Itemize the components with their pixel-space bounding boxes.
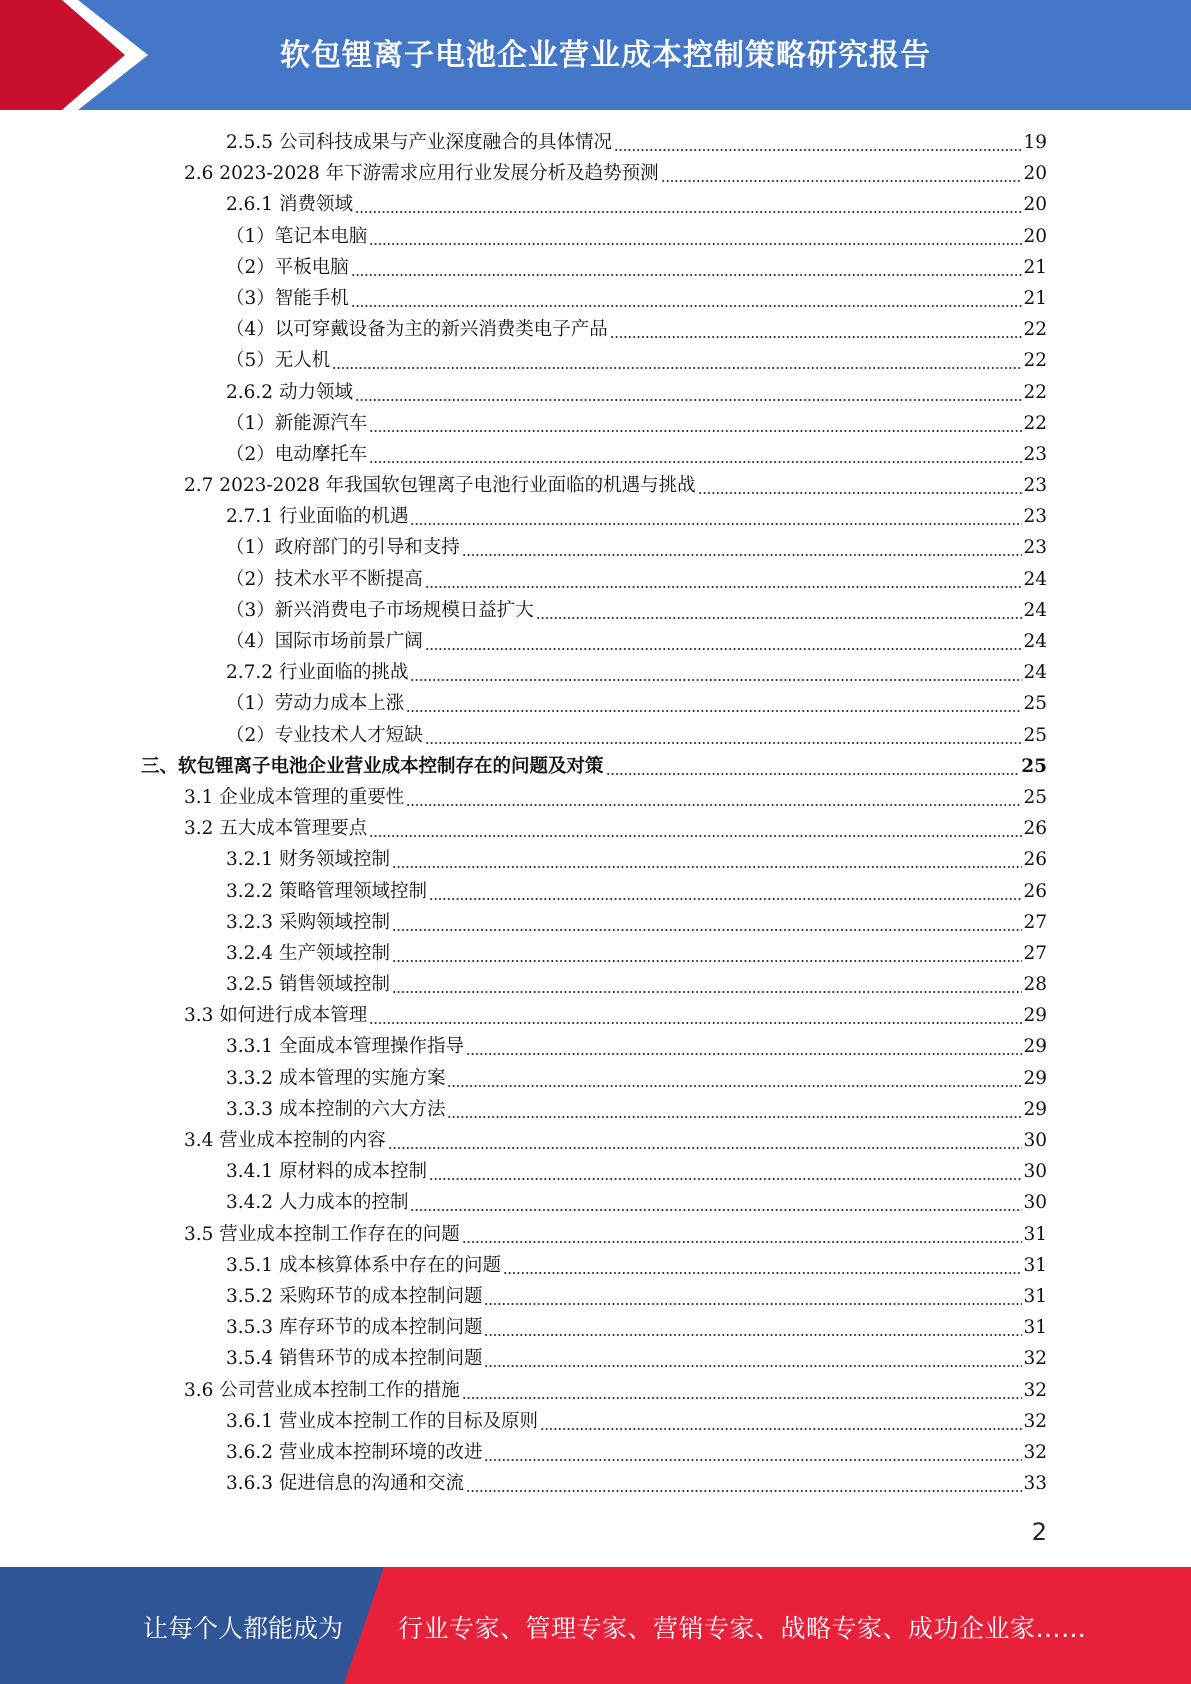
toc-entry-label: 3.3.1 全面成本管理操作指导 [226, 1031, 466, 1062]
toc-entry-page: 21 [1022, 283, 1047, 314]
toc-entry-page: 30 [1022, 1125, 1047, 1156]
toc-entry-label: 3.1 企业成本管理的重要性 [184, 782, 406, 813]
toc-entry-page: 31 [1022, 1312, 1047, 1343]
toc-leader-dots [410, 657, 1022, 688]
toc-entry-label: 3.3 如何进行成本管理 [184, 1000, 369, 1031]
toc-entry[interactable] [0, 688, 1191, 719]
toc-entry-label: 三、软包锂离子电池企业营业成本控制存在的问题及对策 [141, 751, 606, 782]
toc-entry-label: 3.2.2 策略管理领域控制 [226, 876, 429, 907]
toc-leader-dots [503, 1250, 1022, 1281]
toc-entry[interactable] [0, 1156, 1191, 1187]
toc-entry-label: 3.6.3 促进信息的沟通和交流 [226, 1468, 466, 1499]
toc-entry[interactable] [0, 221, 1191, 252]
toc-entry-page: 29 [1022, 1063, 1047, 1094]
toc-entry-label: （4）国际市场前景广阔 [226, 626, 425, 657]
toc-leader-dots [462, 1375, 1022, 1406]
toc-entry-page: 29 [1022, 1031, 1047, 1062]
toc-entry-label: 3.2.4 生产领域控制 [226, 938, 392, 969]
toc-leader-dots [410, 1187, 1022, 1218]
toc-leader-dots [369, 813, 1022, 844]
toc-entry-label: 2.6.1 消费领域 [226, 189, 355, 220]
toc-leader-dots [369, 1000, 1022, 1031]
toc-entry-label: 3.2.3 采购领域控制 [226, 907, 392, 938]
toc-leader-dots [462, 532, 1022, 563]
toc-entry-label: 3.4 营业成本控制的内容 [184, 1125, 388, 1156]
toc-entry-label: 2.7.2 行业面临的挑战 [226, 657, 410, 688]
toc-entry-label: 3.5.1 成本核算体系中存在的问题 [226, 1250, 503, 1281]
toc-leader-dots [425, 720, 1022, 751]
toc-leader-dots [614, 127, 1022, 158]
toc-entry-page: 23 [1022, 439, 1047, 470]
toc-entry-page: 20 [1022, 158, 1047, 189]
toc-entry[interactable] [0, 532, 1191, 563]
toc-leader-dots [536, 595, 1022, 626]
toc-leader-dots [429, 1156, 1022, 1187]
toc-leader-dots [606, 751, 1020, 782]
toc-entry-label: （4）以可穿戴设备为主的新兴消费类电子产品 [226, 314, 610, 345]
toc-entry[interactable] [0, 1406, 1191, 1437]
toc-leader-dots [369, 221, 1022, 252]
toc-entry-page: 27 [1022, 938, 1047, 969]
toc-entry-page: 25 [1020, 751, 1047, 782]
toc-entry-page: 27 [1022, 907, 1047, 938]
toc-entry-page: 20 [1022, 189, 1047, 220]
toc-entry[interactable] [0, 283, 1191, 314]
toc-entry-page: 22 [1022, 345, 1047, 376]
toc-entry[interactable] [0, 1125, 1191, 1156]
toc-entry[interactable] [0, 876, 1191, 907]
toc-entry-label: （1）笔记本电脑 [226, 221, 369, 252]
toc-entry-page: 30 [1022, 1156, 1047, 1187]
toc-entry-label: （2）专业技术人才短缺 [226, 720, 425, 751]
toc-entry[interactable] [0, 314, 1191, 345]
toc-leader-dots [661, 158, 1022, 189]
toc-entry-page: 23 [1022, 532, 1047, 563]
toc-leader-dots [429, 876, 1022, 907]
toc-entry-page: 33 [1022, 1468, 1047, 1499]
toc-entry[interactable] [0, 969, 1191, 1000]
toc-entry-label: 3.3.3 成本控制的六大方法 [226, 1094, 447, 1125]
toc-entry-label: （2）平板电脑 [226, 252, 351, 283]
toc-entry[interactable] [0, 907, 1191, 938]
toc-entry[interactable] [0, 1031, 1191, 1062]
toc-entry-label: （1）新能源汽车 [226, 408, 369, 439]
toc-entry-page: 29 [1022, 1094, 1047, 1125]
toc-entry[interactable] [0, 158, 1191, 189]
toc-entry[interactable] [0, 720, 1191, 751]
toc-leader-dots [484, 1312, 1022, 1343]
toc-entry[interactable] [0, 377, 1191, 408]
toc-leader-dots [406, 782, 1022, 813]
toc-leader-dots [484, 1281, 1022, 1312]
toc-entry-label: 3.6.2 营业成本控制环境的改进 [226, 1437, 484, 1468]
toc-entry[interactable] [0, 751, 1191, 782]
toc-entry-page: 25 [1022, 782, 1047, 813]
toc-entry-label: 3.4.1 原材料的成本控制 [226, 1156, 429, 1187]
toc-leader-dots [369, 439, 1022, 470]
toc-entry-page: 26 [1022, 876, 1047, 907]
toc-entry[interactable] [0, 127, 1191, 158]
toc-entry-label: 2.5.5 公司科技成果与产业深度融合的具体情况 [226, 127, 614, 158]
toc-entry-page: 26 [1022, 813, 1047, 844]
toc-entry[interactable] [0, 1000, 1191, 1031]
toc-entry-label: 3.2.5 销售领域控制 [226, 969, 392, 1000]
toc-entry-page: 24 [1022, 564, 1047, 595]
toc-entry-label: （1）劳动力成本上涨 [226, 688, 406, 719]
toc-entry-label: 2.7 2023-2028 年我国软包锂离子电池行业面临的机遇与挑战 [184, 470, 698, 501]
toc-entry-label: 2.6 2023-2028 年下游需求应用行业发展分析及趋势预测 [184, 158, 661, 189]
toc-leader-dots [447, 1094, 1022, 1125]
toc-leader-dots [392, 844, 1022, 875]
toc-leader-dots [447, 1063, 1022, 1094]
toc-leader-dots [484, 1343, 1022, 1374]
toc-entry-label: 3.5.4 销售环节的成本控制问题 [226, 1343, 484, 1374]
toc-entry[interactable] [0, 1187, 1191, 1218]
toc-leader-dots [351, 283, 1022, 314]
toc-entry-page: 19 [1022, 127, 1047, 158]
toc-entry-page: 29 [1022, 1000, 1047, 1031]
footer-slogan-left: 让每个人都能成为 [143, 1614, 344, 1643]
toc-entry-page: 32 [1022, 1375, 1047, 1406]
toc-entry-page: 22 [1022, 377, 1047, 408]
toc-entry[interactable] [0, 1094, 1191, 1125]
toc-entry[interactable] [0, 595, 1191, 626]
toc-entry[interactable] [0, 1343, 1191, 1374]
toc-entry-page: 30 [1022, 1187, 1047, 1218]
toc-leader-dots [466, 1468, 1022, 1499]
toc-entry-page: 20 [1022, 221, 1047, 252]
page-header [0, 0, 1191, 110]
toc-entry[interactable] [0, 1219, 1191, 1250]
toc-entry-page: 28 [1022, 969, 1047, 1000]
toc-entry[interactable] [0, 657, 1191, 688]
toc-entry-page: 31 [1022, 1250, 1047, 1281]
toc-leader-dots [392, 938, 1022, 969]
report-title: 软包锂离子电池企业营业成本控制策略研究报告 [280, 38, 931, 73]
toc-entry[interactable] [0, 1063, 1191, 1094]
toc-leader-dots [406, 688, 1022, 719]
toc-leader-dots [355, 189, 1022, 220]
toc-leader-dots [410, 501, 1022, 532]
toc-leader-dots [388, 1125, 1022, 1156]
toc-leader-dots [351, 252, 1022, 283]
toc-leader-dots [540, 1406, 1022, 1437]
page-number: 2 [1031, 1518, 1047, 1546]
toc-entry-label: （2）技术水平不断提高 [226, 564, 425, 595]
toc-leader-dots [610, 314, 1022, 345]
toc-entry-page: 21 [1022, 252, 1047, 283]
toc-entry-page: 25 [1022, 720, 1047, 751]
toc-leader-dots [332, 345, 1022, 376]
toc-entry[interactable] [0, 252, 1191, 283]
toc-entry-page: 24 [1022, 657, 1047, 688]
toc-entry-page: 23 [1022, 470, 1047, 501]
toc-entry[interactable] [0, 1468, 1191, 1499]
toc-entry-label: （5）无人机 [226, 345, 332, 376]
toc-entry-label: 3.5.3 库存环节的成本控制问题 [226, 1312, 484, 1343]
toc-leader-dots [392, 969, 1022, 1000]
toc-entry[interactable] [0, 938, 1191, 969]
toc-entry-label: 2.6.2 动力领域 [226, 377, 355, 408]
toc-leader-dots [425, 626, 1022, 657]
page-footer [0, 1567, 1191, 1684]
toc-entry-label: 3.2.1 财务领域控制 [226, 844, 392, 875]
toc-entry-label: （3）智能手机 [226, 283, 351, 314]
toc-entry[interactable] [0, 844, 1191, 875]
toc-entry-label: 3.4.2 人力成本的控制 [226, 1187, 410, 1218]
toc-entry-page: 25 [1022, 688, 1047, 719]
toc-entry[interactable] [0, 626, 1191, 657]
toc-entry[interactable] [0, 501, 1191, 532]
toc-entry-label: 3.5 营业成本控制工作存在的问题 [184, 1219, 462, 1250]
toc-entry-label: 3.5.2 采购环节的成本控制问题 [226, 1281, 484, 1312]
toc-entry[interactable] [0, 345, 1191, 376]
toc-leader-dots [392, 907, 1022, 938]
toc-entry-page: 32 [1022, 1406, 1047, 1437]
table-of-contents [0, 127, 1191, 1499]
toc-entry[interactable] [0, 1375, 1191, 1406]
toc-leader-dots [369, 408, 1022, 439]
toc-entry-label: （2）电动摩托车 [226, 439, 369, 470]
toc-leader-dots [462, 1219, 1022, 1250]
toc-entry-page: 26 [1022, 844, 1047, 875]
footer-slogan-right: 行业专家、管理专家、营销专家、战略专家、成功企业家…… [398, 1614, 1087, 1643]
toc-entry-page: 24 [1022, 595, 1047, 626]
toc-entry-page: 23 [1022, 501, 1047, 532]
toc-entry[interactable] [0, 813, 1191, 844]
toc-entry[interactable] [0, 1281, 1191, 1312]
toc-entry-label: 3.3.2 成本管理的实施方案 [226, 1063, 447, 1094]
toc-entry-label: （1）政府部门的引导和支持 [226, 532, 462, 563]
toc-leader-dots [466, 1031, 1022, 1062]
toc-entry[interactable] [0, 782, 1191, 813]
toc-entry[interactable] [0, 408, 1191, 439]
toc-entry-label: 2.7.1 行业面临的机遇 [226, 501, 410, 532]
toc-leader-dots [425, 564, 1022, 595]
toc-entry-label: 3.2 五大成本管理要点 [184, 813, 369, 844]
toc-entry[interactable] [0, 189, 1191, 220]
toc-leader-dots [698, 470, 1022, 501]
toc-entry-page: 31 [1022, 1281, 1047, 1312]
toc-entry[interactable] [0, 1250, 1191, 1281]
toc-entry[interactable] [0, 564, 1191, 595]
toc-entry[interactable] [0, 439, 1191, 470]
toc-entry[interactable] [0, 1437, 1191, 1468]
toc-entry[interactable] [0, 1312, 1191, 1343]
toc-leader-dots [484, 1437, 1022, 1468]
toc-entry[interactable] [0, 470, 1191, 501]
toc-entry-label: 3.6 公司营业成本控制工作的措施 [184, 1375, 462, 1406]
toc-entry-page: 32 [1022, 1343, 1047, 1374]
toc-entry-page: 31 [1022, 1219, 1047, 1250]
toc-entry-label: （3）新兴消费电子市场规模日益扩大 [226, 595, 536, 626]
toc-leader-dots [355, 377, 1022, 408]
toc-entry-page: 32 [1022, 1437, 1047, 1468]
toc-entry-page: 22 [1022, 314, 1047, 345]
toc-entry-page: 22 [1022, 408, 1047, 439]
toc-entry-label: 3.6.1 营业成本控制工作的目标及原则 [226, 1406, 540, 1437]
toc-entry-page: 24 [1022, 626, 1047, 657]
